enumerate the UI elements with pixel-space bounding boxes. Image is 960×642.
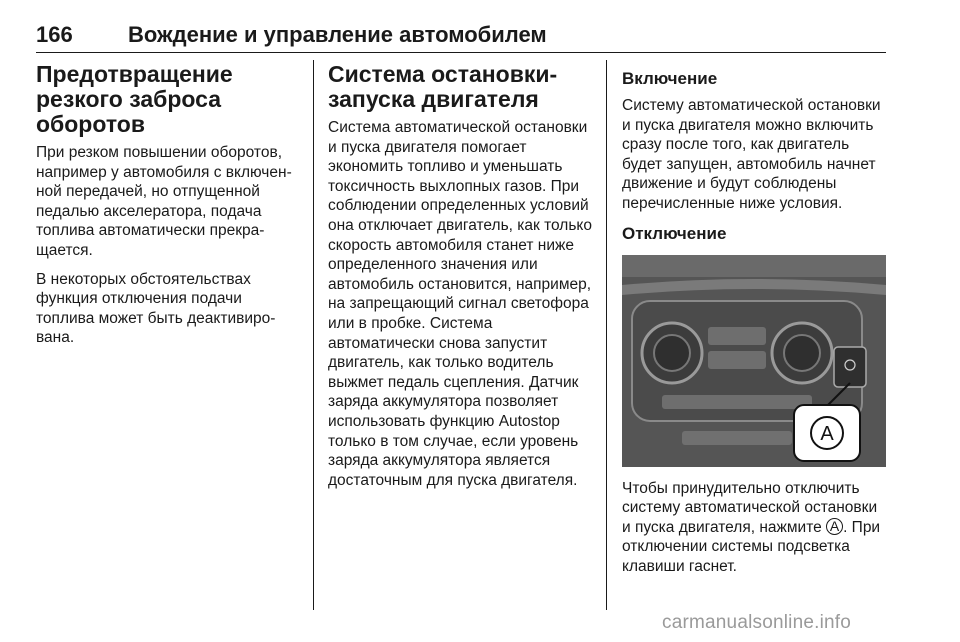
watermark: carmanualsonline.info (662, 612, 852, 633)
sub-heading-disable: Отключение (622, 223, 727, 243)
page-number: 166 (36, 22, 73, 47)
paragraph-part: Чтобы принудительно отключить систему автоматической остановки и пуска двигателя, нажмите (622, 479, 878, 536)
autostop-symbol: A (826, 518, 843, 535)
column-left (36, 62, 298, 357)
column-divider (606, 60, 607, 610)
dashboard-illustration (622, 255, 886, 467)
paragraph-part: . При отключении системы подсветка клавиши гаснет. (622, 518, 881, 575)
dashboard-drawing (622, 255, 886, 467)
paragraph: Система автоматической остановки и пуска двигателя помогает экономить топливо и уменьшать токсичность выхлопных газов. При соблюдении определенных условий она отключает двигатель, как только скорость автомобиля станет ниже определенного значения или автомобиль остановится, например, на запрещающий сигнал светофора или в пробке. Система автоматически снова запустит двигатель, как только водитель выжмет педаль сцепления. Датчик заряда аккумулятора позволяет использовать функцию Autostop только в том случае, если уровень заряда аккумулятора является достаточным для пуска двигателя. (328, 119, 592, 489)
page-header (36, 18, 886, 53)
paragraph: Систему автоматической остановки и пуска двигателя можно включить сразу после того, как двигатель будет запущен, автомобиль начнет движение и будут соблюдены перечисленные ниже условия. (622, 97, 881, 212)
paragraph: В некоторых обстоятельствах функция отключения подачи топлива может быть деактивирована. (36, 270, 276, 347)
sub-heading-enable: Включение (622, 69, 718, 88)
section-heading-stop-start: Система остановки-запуска двигателя (328, 61, 558, 112)
column-right (622, 62, 888, 586)
column-middle (328, 62, 592, 499)
autostop-button-icon: A (820, 422, 834, 445)
section-heading-overspeed: Предотвращение резкого заброса оборотов (36, 61, 233, 137)
paragraph (622, 479, 888, 577)
column-divider (313, 60, 314, 610)
paragraph: При резком повышении оборотов, например у автомобиля с включенной передачей, но отпущенной педалью акселератора, подача топлива автоматически прекращается. (36, 144, 292, 259)
chapter-title: Вождение и управление автомобилем (128, 22, 547, 47)
